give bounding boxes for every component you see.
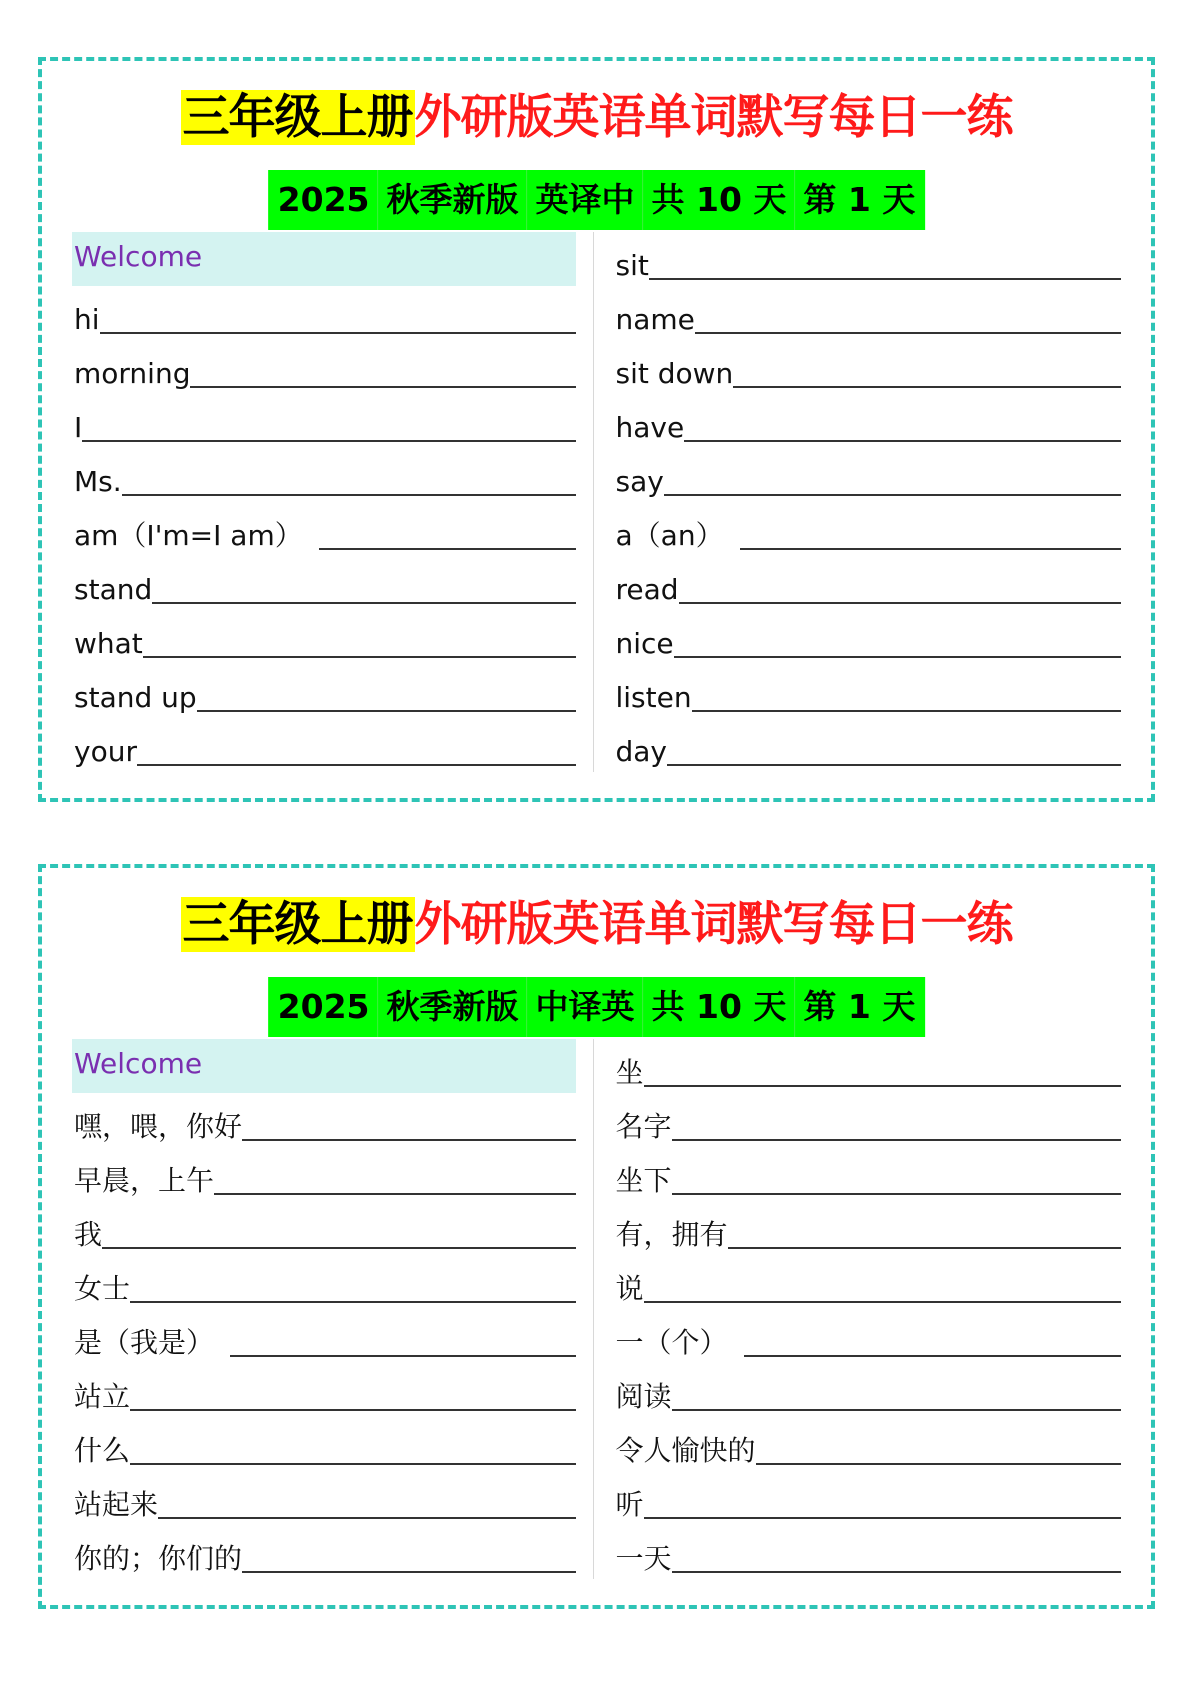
answer-blank[interactable] bbox=[664, 450, 1121, 496]
word-row bbox=[614, 718, 1122, 772]
word-row bbox=[614, 664, 1122, 718]
subtitle-bar bbox=[268, 170, 926, 230]
answer-blank[interactable] bbox=[679, 558, 1121, 604]
subtitle-mode: 中译英 bbox=[528, 977, 644, 1037]
word-row bbox=[72, 664, 576, 718]
word-row bbox=[614, 286, 1122, 340]
word-row bbox=[72, 1417, 576, 1471]
answer-blank[interactable] bbox=[692, 666, 1121, 712]
answer-blank[interactable] bbox=[756, 1419, 1121, 1465]
answer-blank[interactable] bbox=[122, 450, 576, 496]
answer-blank[interactable] bbox=[644, 1473, 1121, 1519]
word-prompt: 站立 bbox=[74, 1380, 131, 1413]
subtitle-year: 2025 bbox=[270, 170, 379, 230]
answer-blank[interactable] bbox=[644, 1257, 1121, 1303]
word-row bbox=[614, 1201, 1122, 1255]
answer-blank[interactable] bbox=[728, 1203, 1121, 1249]
word-prompt: 坐下 bbox=[615, 1164, 672, 1197]
answer-blank[interactable] bbox=[152, 558, 575, 604]
word-row bbox=[72, 1093, 576, 1147]
word-row bbox=[614, 340, 1122, 394]
section-heading: Welcome bbox=[72, 1039, 576, 1093]
word-row bbox=[72, 1471, 576, 1525]
answer-blank[interactable] bbox=[143, 612, 576, 658]
word-prompt: your bbox=[74, 735, 137, 768]
word-prompt: Ms. bbox=[74, 465, 122, 498]
answer-blank[interactable] bbox=[130, 1257, 575, 1303]
right-column bbox=[593, 232, 1122, 772]
word-prompt: a（an） bbox=[615, 519, 724, 552]
subtitle-edition: 秋季新版 bbox=[379, 977, 528, 1037]
answer-blank[interactable] bbox=[158, 1473, 575, 1519]
answer-blank[interactable] bbox=[102, 1203, 575, 1249]
word-row bbox=[614, 1471, 1122, 1525]
subtitle-total-days: 共 10 天 bbox=[644, 977, 796, 1037]
word-prompt: 有，拥有 bbox=[615, 1218, 728, 1251]
word-prompt: 什么 bbox=[74, 1434, 131, 1467]
answer-blank[interactable] bbox=[672, 1527, 1121, 1573]
answer-blank[interactable] bbox=[744, 1311, 1121, 1357]
word-prompt: 说 bbox=[615, 1272, 644, 1305]
word-prompt: 一天 bbox=[615, 1542, 672, 1575]
word-prompt: what bbox=[74, 627, 143, 660]
word-row bbox=[614, 448, 1122, 502]
word-row bbox=[614, 1309, 1122, 1363]
answer-blank[interactable] bbox=[319, 504, 576, 550]
answer-blank[interactable] bbox=[672, 1095, 1121, 1141]
title-grade-highlight: 三年级上册 bbox=[182, 90, 413, 145]
answer-blank[interactable] bbox=[684, 396, 1121, 442]
word-prompt: 我 bbox=[74, 1218, 103, 1251]
word-row bbox=[72, 718, 576, 772]
word-row bbox=[614, 1525, 1122, 1579]
word-row bbox=[614, 610, 1122, 664]
title-subject: 外研版英语单词默写每日一练 bbox=[414, 90, 1013, 145]
answer-blank[interactable] bbox=[672, 1149, 1121, 1195]
word-row bbox=[72, 1363, 576, 1417]
word-prompt: 是（我是） bbox=[74, 1326, 215, 1359]
subtitle-mode: 英译中 bbox=[528, 170, 644, 230]
answer-blank[interactable] bbox=[137, 720, 576, 766]
word-row bbox=[72, 394, 576, 448]
left-column bbox=[72, 1039, 576, 1579]
title-subject: 外研版英语单词默写每日一练 bbox=[414, 897, 1013, 952]
subtitle-day: 第 1 天 bbox=[803, 180, 916, 219]
answer-blank[interactable] bbox=[672, 1365, 1121, 1411]
word-prompt: name bbox=[615, 303, 695, 336]
word-row bbox=[614, 1255, 1122, 1309]
answer-blank[interactable] bbox=[667, 720, 1121, 766]
word-prompt: I bbox=[74, 411, 83, 444]
subtitle-total-days: 共 10 天 bbox=[644, 170, 796, 230]
word-prompt: morning bbox=[74, 357, 191, 390]
word-prompt: have bbox=[615, 411, 685, 444]
word-prompt: sit down bbox=[615, 357, 734, 390]
word-row bbox=[614, 1093, 1122, 1147]
word-prompt: 一（个） bbox=[615, 1326, 728, 1359]
left-column bbox=[72, 232, 576, 772]
word-row bbox=[72, 556, 576, 610]
word-prompt: 女士 bbox=[74, 1272, 131, 1305]
word-row bbox=[614, 1039, 1122, 1093]
answer-blank[interactable] bbox=[242, 1527, 575, 1573]
worksheet-title bbox=[42, 74, 1151, 161]
word-columns bbox=[72, 232, 1121, 772]
word-row bbox=[72, 610, 576, 664]
word-row bbox=[72, 1309, 576, 1363]
subtitle-day: 第 1 天 bbox=[803, 987, 916, 1026]
answer-blank[interactable] bbox=[214, 1149, 575, 1195]
word-columns bbox=[72, 1039, 1121, 1579]
word-row bbox=[614, 1417, 1122, 1471]
answer-blank[interactable] bbox=[100, 288, 576, 334]
word-prompt: 早晨，上午 bbox=[74, 1164, 215, 1197]
answer-blank[interactable] bbox=[190, 342, 575, 388]
worksheet-card-zh-to-en bbox=[38, 864, 1155, 1609]
word-row bbox=[72, 1147, 576, 1201]
answer-blank[interactable] bbox=[197, 666, 576, 712]
answer-blank[interactable] bbox=[130, 1419, 575, 1465]
answer-blank[interactable] bbox=[82, 396, 575, 442]
word-row bbox=[72, 1201, 576, 1255]
word-prompt: stand up bbox=[74, 681, 197, 714]
word-row bbox=[72, 448, 576, 502]
word-prompt: 你的；你们的 bbox=[74, 1542, 243, 1575]
word-prompt: 坐 bbox=[615, 1056, 644, 1089]
word-row bbox=[72, 286, 576, 340]
word-row bbox=[614, 1147, 1122, 1201]
answer-blank[interactable] bbox=[695, 288, 1121, 334]
word-prompt: 名字 bbox=[615, 1110, 672, 1143]
word-prompt: 阅读 bbox=[615, 1380, 672, 1413]
word-prompt: day bbox=[615, 735, 668, 768]
word-row bbox=[72, 1525, 576, 1579]
answer-blank[interactable] bbox=[644, 1041, 1121, 1087]
subtitle-bar bbox=[268, 977, 926, 1037]
word-row bbox=[614, 232, 1122, 286]
worksheet-card-en-to-zh bbox=[38, 57, 1155, 802]
word-prompt: hi bbox=[74, 303, 100, 336]
answer-blank[interactable] bbox=[649, 234, 1121, 280]
right-column bbox=[593, 1039, 1122, 1579]
answer-blank[interactable] bbox=[733, 342, 1121, 388]
word-prompt: nice bbox=[615, 627, 674, 660]
word-prompt: sit bbox=[615, 249, 649, 282]
word-row bbox=[614, 1363, 1122, 1417]
subtitle-year: 2025 bbox=[270, 977, 379, 1037]
word-prompt: 令人愉快的 bbox=[615, 1434, 756, 1467]
title-grade-highlight: 三年级上册 bbox=[182, 897, 413, 952]
subtitle-edition: 秋季新版 bbox=[379, 170, 528, 230]
word-row bbox=[614, 394, 1122, 448]
word-prompt: stand bbox=[74, 573, 153, 606]
section-heading: Welcome bbox=[72, 232, 576, 286]
answer-blank[interactable] bbox=[242, 1095, 575, 1141]
word-row bbox=[72, 502, 576, 556]
answer-blank[interactable] bbox=[130, 1365, 575, 1411]
word-prompt: 站起来 bbox=[74, 1488, 159, 1521]
word-prompt: 听 bbox=[615, 1488, 644, 1521]
worksheet-title bbox=[42, 881, 1151, 968]
word-row bbox=[614, 502, 1122, 556]
word-prompt: 嘿，喂，你好 bbox=[74, 1110, 243, 1143]
word-prompt: say bbox=[615, 465, 664, 498]
word-row bbox=[614, 556, 1122, 610]
answer-blank[interactable] bbox=[230, 1311, 575, 1357]
answer-blank[interactable] bbox=[740, 504, 1121, 550]
word-prompt: read bbox=[615, 573, 679, 606]
word-row bbox=[72, 340, 576, 394]
answer-blank[interactable] bbox=[674, 612, 1121, 658]
word-prompt: listen bbox=[615, 681, 692, 714]
word-prompt: am（I'm=I am） bbox=[74, 519, 303, 552]
word-row bbox=[72, 1255, 576, 1309]
